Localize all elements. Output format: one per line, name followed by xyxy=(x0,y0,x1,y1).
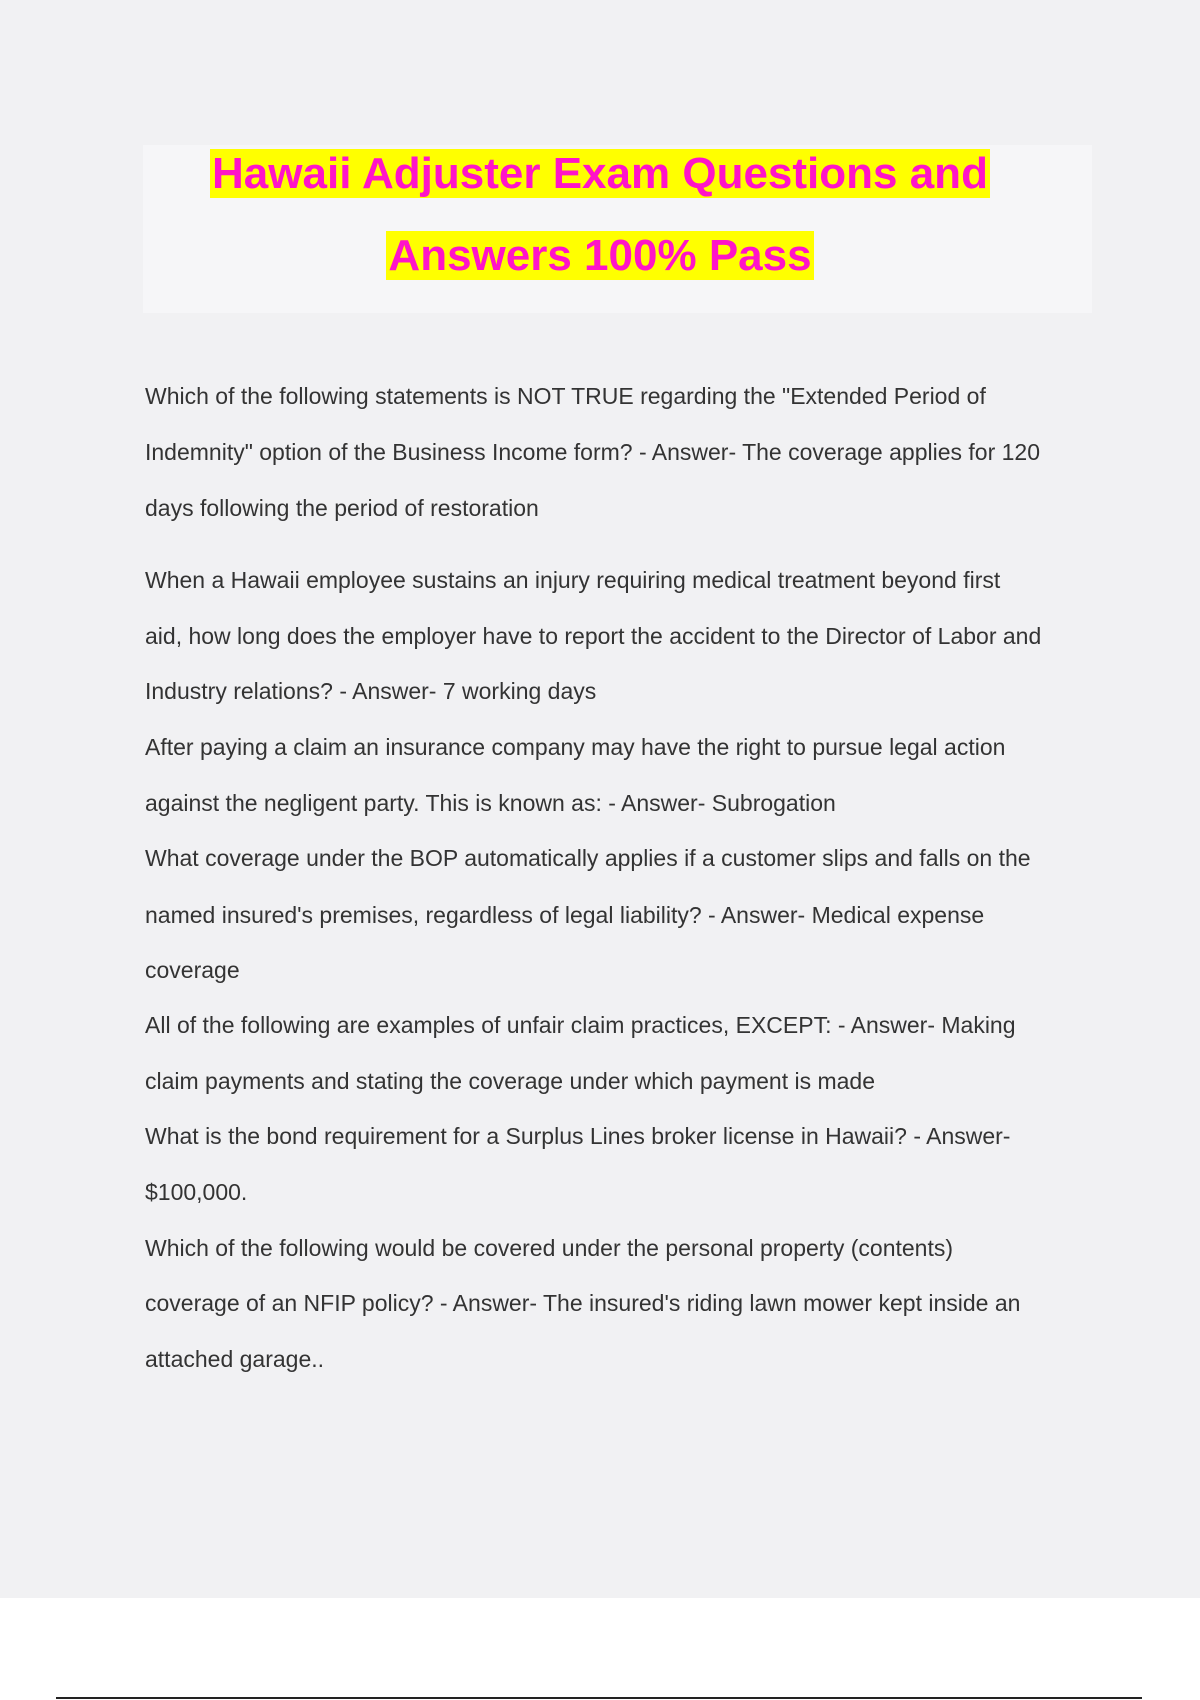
qa-line: All of the following are examples of unfair claim practices, EXCEPT: - Answer- Making xyxy=(145,1012,1016,1038)
qa-line: Industry relations? - Answer- 7 working days xyxy=(145,678,597,704)
qa-line: named insured's premises, regardless of legal liability? - Answer- Medical expense xyxy=(145,902,985,928)
qa-line: $100,000. xyxy=(145,1179,248,1205)
qa-line: days following the period of restoration xyxy=(145,495,539,521)
document-title-line-1 xyxy=(0,146,1200,202)
qa-line: against the negligent party. This is known as: - Answer- Subrogation xyxy=(145,790,836,816)
title-text-2: Answers 100% Pass xyxy=(388,231,812,280)
title-text-1: Hawaii Adjuster Exam Questions and xyxy=(212,149,988,198)
qa-line: claim payments and stating the coverage under which payment is made xyxy=(145,1068,876,1094)
qa-line: Which of the following statements is NOT TRUE regarding the "Extended Period of xyxy=(145,383,986,409)
qa-line: aid, how long does the employer have to report the accident to the Director of Labor and xyxy=(145,623,1042,649)
qa-line: Indemnity" option of the Business Income form? - Answer- The coverage applies for 120 xyxy=(145,439,1040,465)
footer-divider xyxy=(56,1697,1142,1699)
qa-line: What coverage under the BOP automatically applies if a customer slips and falls on the xyxy=(145,845,1031,871)
qa-line: coverage xyxy=(145,957,240,983)
document-title-line-2 xyxy=(0,228,1200,284)
qa-line: What is the bond requirement for a Surplus Lines broker license in Hawaii? - Answer- xyxy=(145,1123,1011,1149)
qa-line: coverage of an NFIP policy? - Answer- The insured's riding lawn mower kept inside an xyxy=(145,1290,1021,1316)
qa-line: After paying a claim an insurance company may have the right to pursue legal action xyxy=(145,734,1006,760)
qa-line: attached garage.. xyxy=(145,1346,325,1372)
qa-line: When a Hawaii employee sustains an injury requiring medical treatment beyond first xyxy=(145,567,1001,593)
qa-line: Which of the following would be covered under the personal property (contents) xyxy=(145,1235,954,1261)
